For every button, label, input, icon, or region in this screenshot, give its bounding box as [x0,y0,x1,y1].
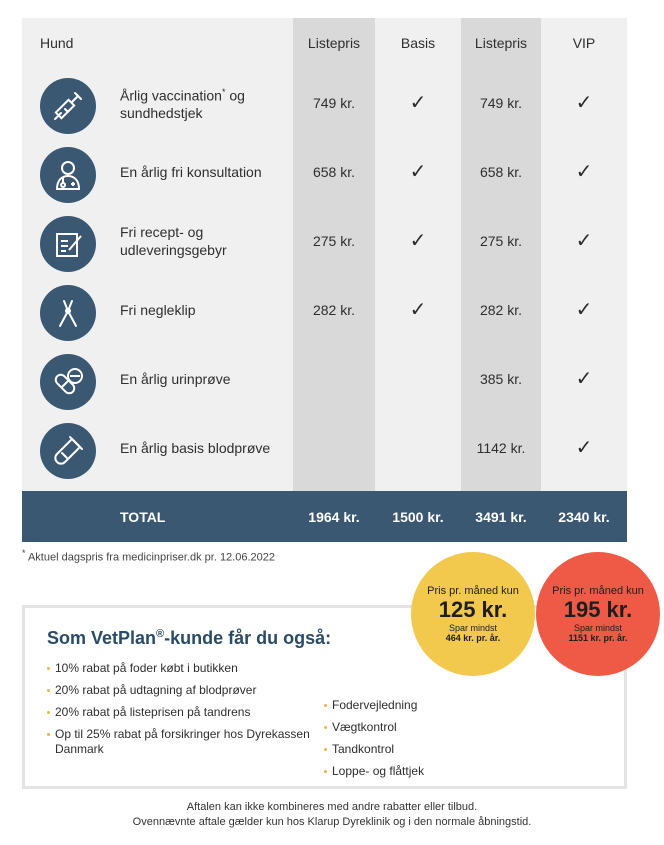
check-icon: ✓ [575,437,593,459]
total-row [22,491,627,542]
terms-note [0,800,664,830]
pill-icon [40,354,96,410]
check-icon: ✓ [575,299,593,321]
terms-line-1: Aftalen kan ikke kombineres med andre rabatter eller tilbud. [186,801,478,813]
total-listepris-basis: 1964 kr. [308,508,360,525]
row-label: Fri negleklip [120,301,196,318]
check-icon: ✓ [409,92,427,114]
badge-min-saving: 464 kr. pr. år. [445,633,501,643]
listepris-basis-value: 749 kr. [312,94,356,111]
header-hund: Hund [40,35,74,51]
badge-save-text: Spar mindst [448,623,498,633]
row-label: Årlig vaccination* og sundhedstjek [120,86,245,122]
service-list [324,698,474,786]
table-row [22,344,627,413]
header-vip: VIP [572,35,596,51]
vip-price-badge [536,552,660,676]
header-basis: Basis [400,35,436,51]
check-icon: ✓ [575,230,593,252]
footnote: * Aktuel dagspris fra medicinpriser.dk pr. 12.06.2022 [22,548,275,564]
badge-min-saving: 1151 kr. pr. år. [568,633,628,643]
table-row [22,137,627,206]
basis-price-badge [411,552,535,676]
nail-clipper-icon [40,285,96,341]
total-listepris-vip: 3491 kr. [475,508,527,525]
row-label: Fri recept- og udleveringsgebyr [120,223,227,258]
badge-price: 195 kr. [563,597,633,622]
check-icon: ✓ [409,230,427,252]
table-row [22,413,627,482]
check-icon: ✓ [409,161,427,183]
list-item: 10% rabat på foder købt i butikken [47,661,317,676]
total-label: TOTAL [120,508,166,525]
list-item: Fodervejledning [324,698,474,713]
table-row [22,275,627,344]
total-vip: 2340 kr. [558,508,610,525]
listepris-basis-value: 658 kr. [312,163,356,180]
prescription-pad-icon [40,216,96,272]
benefits-title: Som VetPlan®-kunde får du også: [47,628,332,648]
badge-save-text: Spar mindst [573,623,623,633]
check-icon: ✓ [575,92,593,114]
row-label: En årlig urinprøve [120,370,231,387]
listepris-vip-value: 282 kr. [479,301,523,318]
check-icon: ✓ [575,368,593,390]
list-item: Op til 25% rabat på forsikringer hos Dyrekassen Danmark [47,727,317,757]
listepris-vip-value: 1142 kr. [476,439,526,456]
discount-list [47,661,317,764]
header-listepris-vip: Listepris [474,35,528,51]
listepris-basis-value: 282 kr. [312,301,356,318]
badge-pre-text: Pris pr. måned kun [552,585,644,597]
badge-pre-text: Pris pr. måned kun [427,585,519,597]
listepris-basis-value: 275 kr. [312,232,356,249]
terms-line-2: Ovennævnte aftale gælder kun hos Klarup Dyreklinik og i den normale åbningstid. [132,816,532,828]
list-item: 20% rabat på listeprisen på tandrens [47,705,317,720]
total-basis: 1500 kr. [392,508,444,525]
badge-price: 125 kr. [438,597,508,622]
check-icon: ✓ [409,299,427,321]
listepris-vip-value: 275 kr. [479,232,523,249]
row-label: En årlig basis blodprøve [120,439,271,456]
listepris-vip-value: 749 kr. [479,94,523,111]
row-label: En årlig fri konsultation [120,163,262,180]
listepris-vip-value: 385 kr. [479,370,523,387]
syringe-icon [40,78,96,134]
header-listepris-basis: Listepris [307,35,361,51]
list-item: Loppe- og flåttjek [324,764,474,779]
table-row [22,68,627,137]
check-icon: ✓ [575,161,593,183]
benefits-box [22,605,627,789]
veterinarian-icon [40,147,96,203]
list-item: Tandkontrol [324,742,474,757]
test-tube-icon [40,423,96,479]
listepris-vip-value: 658 kr. [479,163,523,180]
list-item: 20% rabat på udtagning af blodprøver [47,683,317,698]
table-row [22,206,627,275]
list-item: Vægtkontrol [324,720,474,735]
price-table [22,18,627,542]
